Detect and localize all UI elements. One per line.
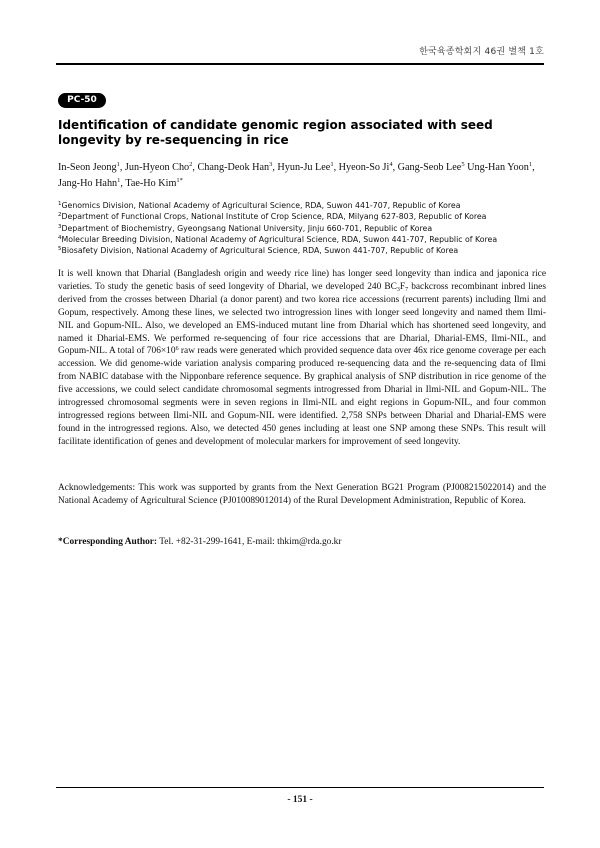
author: In-Seon Jeong$^1$,: [58, 161, 125, 173]
paper-title: Identification of candidate genomic region associated with seed longevity by re-sequencing in rice: [58, 118, 493, 147]
corresponding-author-contact: Tel. +82-31-299-1641, E-mail: thkim@rda.go.kr: [157, 537, 342, 547]
page-number: - 151 -: [287, 795, 313, 805]
author: Jun-Hyeon Cho$^2$,: [124, 161, 198, 173]
acknowledgements-paragraph: Acknowledgements: This work was supported by grants from the Next Generation BG21 Program (PJ008215022014) and the National Academy of Agricultural Science (PJ010089012014) of the Rural Development Administration, Republic of Korea.: [58, 483, 546, 506]
affiliation: $^1$Genomics Division, National Academy of Agricultural Science, RDA, Suwon 441-707, Republic of Korea: [58, 201, 461, 210]
author: Jang-Ho Hahn$^1$,: [58, 176, 126, 189]
affiliation: $^4$Molecular Breeding Division, National Academy of Agricultural Science, RDA, Suwon 441-707, Republic of Korea: [58, 234, 498, 244]
author: Hyeon-So Ji$^4$,: [338, 161, 398, 173]
author: Hyun-Ju Lee$^1$,: [277, 161, 339, 173]
author-list: [58, 160, 548, 191]
affiliation: $^3$Department of Biochemistry, Gyeongsang National University, Jinju 660-701, Republic of Korea: [58, 223, 433, 233]
affiliation: $^2$Department of Functional Crops, National Institute of Crop Science, RDA, Milyang 627-803, Republic of Korea: [58, 212, 487, 222]
author: Chang-Deok Han$^3$,: [197, 161, 278, 173]
abstract-paragraph: It is well known that Dharial (Bangladesh origin and weedy rice line) has longer seed longevity than indica and japonica rice varieties. To study the genetic basis of seed longevity of Dharial, we developed 240 $BC_3F_7$ backcross recombinant inbred lines derived from the crosses between Dharial (a donor parent) and two korea rice accessions (recurrent parents) including Ilmi and Gopum, respectively. Among these lines, we selected two introgression lines with longer seed longevity and named them Ilmi-NIL and Gopum-NIL. Also, we developed an EMS-induced mutant line from Dharial which has shortened seed longevity, and named it Dharial-EMS. We performed re-sequencing of four rice accessions that are Dharial, Dharial-EMS, Ilmi-NIL, and Gopum-NIL. A total of $706\times 10^6$ raw reads were generated which provided sequence data over 46x rice genome coverage per each accession. We did genome-wide variation analysis comparing produced re-sequencing data and the re-sequencing data of Ilmi from NABIC database with the Nipponbare reference sequence. By graphical analysis of SNP distribution in rice genome of the five accessions, we could select candidate chromosomal segments introgressed from Dharial in Ilmi-NIL and Gopum-NIL. The introgressed chromosomal segments were in seven regions in Ilmi-NIL and eight regions in Gopum-NIL, and four common introgressed regions between Ilmi-NIL and Gopum-NIL were identified. 2,758 SNPs between Dharial and Dharial-EMS were found in the introgressed regions. Also, we detected 450 genes including at least one SNP among these SNPs. This result will facilitate identification of genes and development of molecular markers for improvement of seed longevity.: [58, 269, 546, 447]
journal-header: 한국육종학회지 46권 별책 1호: [419, 47, 544, 57]
corresponding-author-label: *Corresponding Author:: [58, 537, 158, 547]
author: Gang-Seob Lee$^5$: [397, 161, 465, 173]
affiliation-list: [58, 200, 558, 256]
header-rule: [56, 63, 544, 65]
affiliation: $^5$Biosafety Division, National Academy of Agricultural Science, RDA, Suwon 441-707, Republic of Korea: [58, 246, 459, 256]
author: Ung-Han Yoon$^1$,: [467, 161, 535, 173]
corresponding-author: [58, 536, 546, 549]
footer-rule: [56, 787, 544, 788]
author: Tae-Ho Kim$^{1*}$: [125, 176, 183, 189]
poster-code-badge: PC-50: [58, 93, 106, 108]
